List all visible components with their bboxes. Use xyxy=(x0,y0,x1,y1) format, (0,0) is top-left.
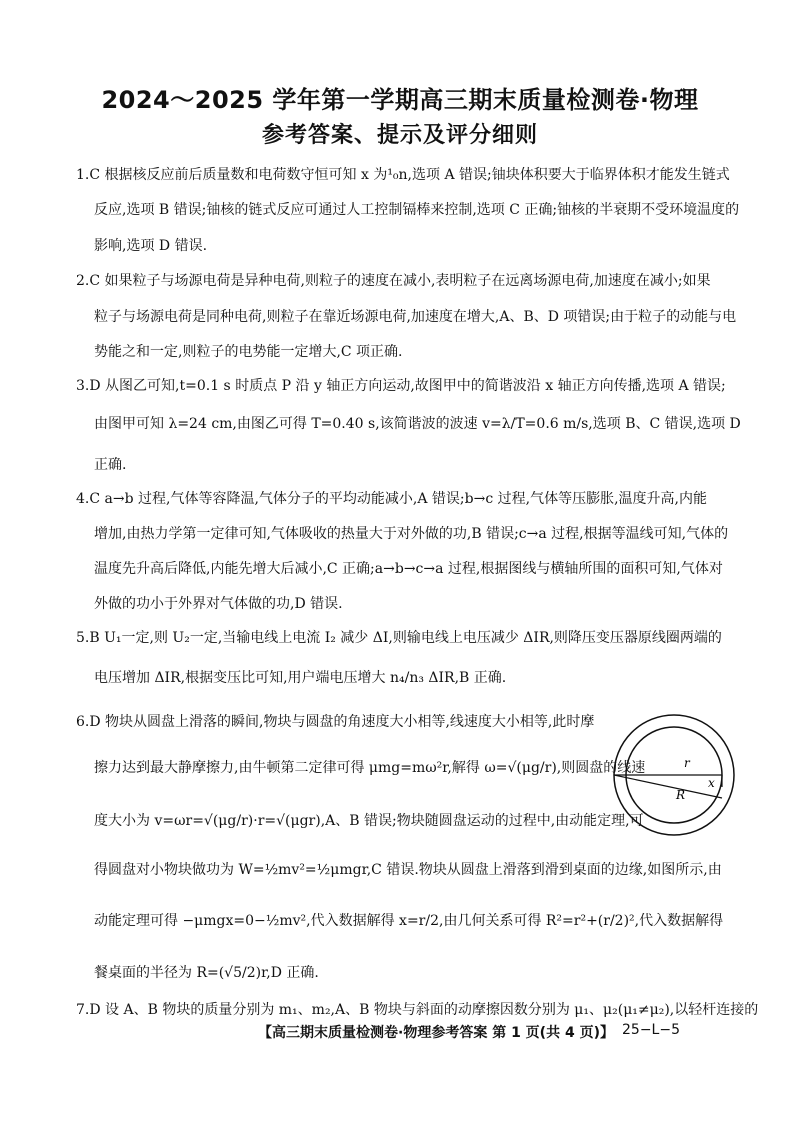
answer-line: 擦力达到最大静摩擦力,由牛顿第二定律可得 μmg=mω²r,解得 ω=√(μg/r),则圆盘的线速 xyxy=(94,760,646,776)
answer-line: 6.D 物块从圆盘上滑落的瞬间,物块与圆盘的角速度大小相等,线速度大小相等,此时摩 xyxy=(76,714,595,730)
answer-line: 由图甲可知 λ=24 cm,由图乙可得 T=0.40 s,该简谐波的波速 v=λ/T=0.6 m/s,选项 B、C 错误,选项 D xyxy=(94,416,741,432)
answer-line: 外做的功小于外界对气体做的功,D 错误. xyxy=(94,596,343,612)
answer-line: 影响,选项 D 错误. xyxy=(94,238,208,254)
disk-diagram xyxy=(612,713,736,837)
answer-line: 粒子与场源电荷是同种电荷,则粒子在靠近场源电荷,加速度在增大,A、B、D 项错误;由于粒子的动能与电 xyxy=(94,309,737,325)
answer-line: 2.C 如果粒子与场源电荷是异种电荷,则粒子的速度在减小,表明粒子在远离场源电荷,加速度在减小;如果 xyxy=(76,273,711,289)
answer-line: 增加,由热力学第一定律可知,气体吸收的热量大于对外做的功,B 错误;c→a 过程,根据等温线可知,气体的 xyxy=(94,526,729,542)
page-subtitle: 参考答案、提示及评分细则 xyxy=(261,123,538,148)
answer-line: 反应,选项 B 错误;铀核的链式反应可通过人工控制镉棒来控制,选项 C 正确;铀核的半衰期不受环境温度的 xyxy=(94,202,740,218)
answer-line: 7.D 设 A、B 物块的质量分别为 m₁、m₂,A、B 物块与斜面的动摩擦因数分别为 μ₁、μ₂(μ₁≠μ₂),以轻杆连接的 xyxy=(76,1002,759,1018)
answer-line: 势能之和一定,则粒子的电势能一定增大,C 项正确. xyxy=(94,344,403,360)
answer-line: 餐桌面的半径为 R=(√5/2)r,D 正确. xyxy=(94,965,319,981)
answer-line: 度大小为 v=ωr=√(μg/r)·r=√(μgr),A、B 错误;物块随圆盘运动的过程中,由动能定理,可 xyxy=(94,813,644,829)
answer-line: 正确. xyxy=(94,457,127,473)
answer-line: 温度先升高后降低,内能先增大后减小,C 正确;a→b→c→a 过程,根据图线与横轴所围的面积可知,气体对 xyxy=(94,561,723,577)
label-r: r xyxy=(684,756,690,770)
answer-line: 电压增加 ΔIR,根据变压比可知,用户端电压增大 n₄/n₃ ΔIR,B 正确. xyxy=(94,670,507,686)
footer-code: 25−L−5 xyxy=(622,1022,680,1038)
page-title: 2024～2025 学年第一学期高三期末质量检测卷·物理 xyxy=(101,86,699,114)
answer-line: 1.C 根据核反应前后质量数和电荷数守恒可知 x 为¹₀n,选项 A 错误;铀块体积要大于临界体积才能发生链式 xyxy=(76,167,730,183)
answer-line: 得圆盘对小物块做功为 W=½mv²=½μmgr,C 错误.物块从圆盘上滑落到滑到桌面的边缘,如图所示,由 xyxy=(94,862,722,878)
answer-line: 动能定理可得 −μmgx=0−½mv²,代入数据解得 x=r/2,由几何关系可得 R²=r²+(r/2)²,代入数据解得 xyxy=(94,913,724,929)
label-R: R xyxy=(676,788,686,802)
answer-line: 4.C a→b 过程,气体等容降温,气体分子的平均动能减小,A 错误;b→c 过程,气体等压膨胀,温度升高,内能 xyxy=(76,491,707,507)
page-footer: 【高三期末质量检测卷·物理参考答案 第 1 页(共 4 页)】 xyxy=(258,1025,614,1041)
answer-line: 5.B U₁一定,则 U₂一定,当输电线上电流 I₂ 减少 ΔI,则输电线上电压减少 ΔIR,则降压变压器原线圈两端的 xyxy=(76,630,722,646)
answer-line: 3.D 从图乙可知,t=0.1 s 时质点 P 沿 y 轴正方向运动,故图甲中的简谐波沿 x 轴正方向传播,选项 A 错误; xyxy=(76,378,726,394)
label-x: x xyxy=(708,776,715,790)
